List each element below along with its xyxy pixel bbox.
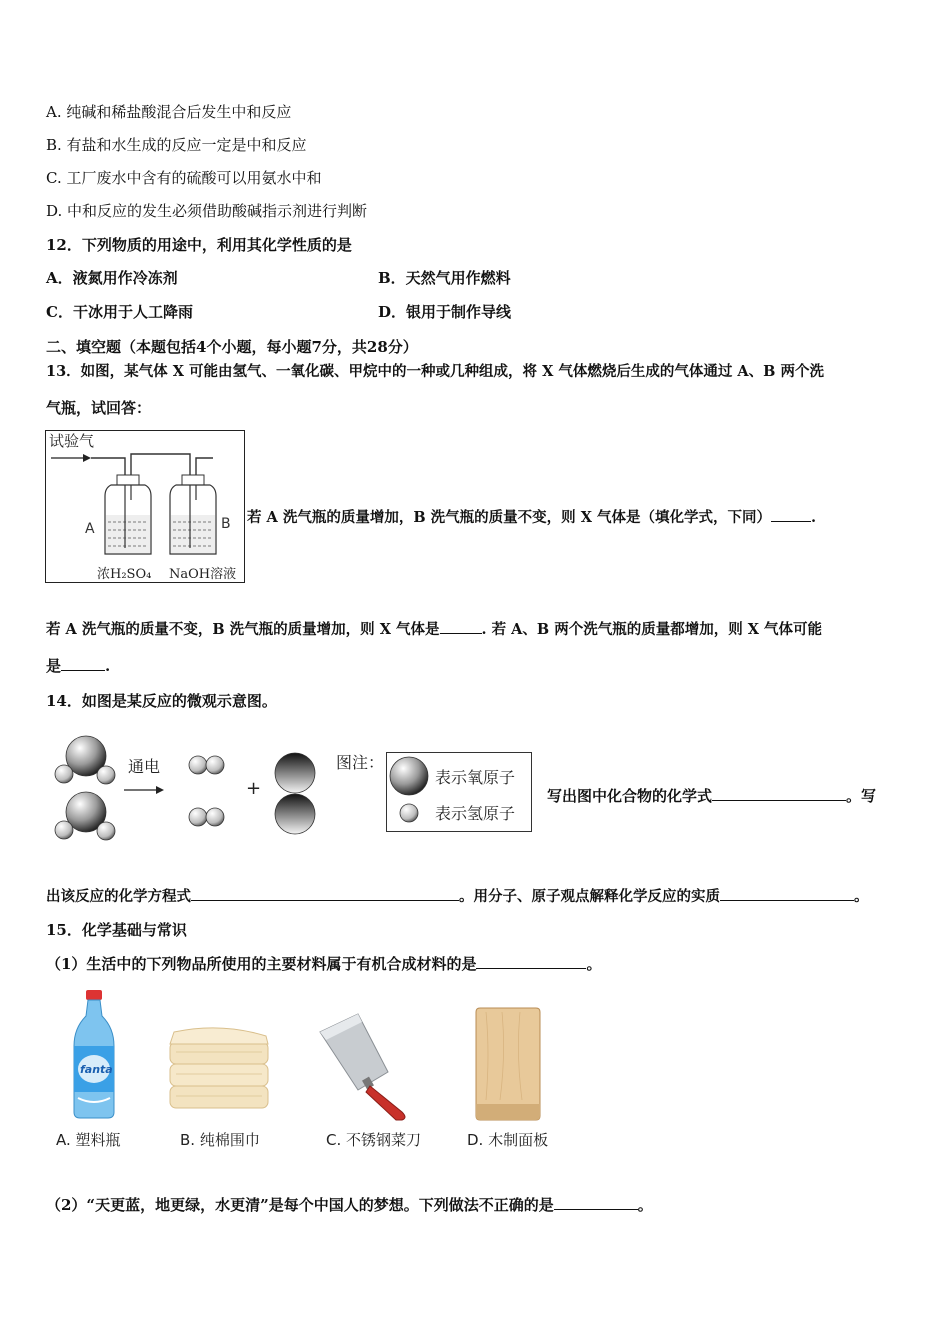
q13-stem-line2: 气瓶，试回答： <box>46 399 152 417</box>
q13-stem-line1: 13．如图，某气体 X 可能由氢气、一氧化碳、甲烷中的一种或几种组成，将 X 气体燃烧后生成的气体通过 A、B 两个洗 <box>46 363 824 380</box>
water-molecule <box>55 792 115 840</box>
item-a-label: A. 塑料瓶 <box>56 1131 121 1149</box>
bottle-a-label: A <box>85 521 95 537</box>
q11-option-a: A. 纯碱和稀盐酸混合后发生中和反应 <box>46 103 292 121</box>
q13-part2 <box>46 619 822 640</box>
q13-part2b: . 若 A、B 两个洗气瓶的质量都增加，则 X 气体可能 <box>481 621 823 638</box>
q12-option-b: B．天然气用作燃料 <box>378 269 511 287</box>
q14-ask2-end: 。 <box>854 888 869 905</box>
q14-ask2-mid: 。用分子、原子观点解释化学反应的实质 <box>459 888 720 905</box>
q14-stem: 14．如图是某反应的微观示意图。 <box>46 692 277 710</box>
item-c-label: C. 不锈钢菜刀 <box>326 1131 422 1149</box>
q15-sub1-text: （1）生活中的下列物品所使用的主要材料属于有机合成材料的是 <box>46 955 477 973</box>
q13-part2-end: . <box>105 657 111 675</box>
q15-blank-1[interactable] <box>476 954 586 969</box>
q12-stem: 12．下列物质的用途中，利用其化学性质的是 <box>46 236 352 254</box>
section-title: 二、填空题（本题包括4个小题，每小题7分，共28分） <box>46 338 418 356</box>
oxygen-atom-icon <box>390 757 428 795</box>
q14-ask1 <box>547 786 876 806</box>
q11-option-c: C. 工厂废水中含有的硫酸可以用氨水中和 <box>46 169 322 187</box>
q13-blank-3[interactable] <box>61 656 105 671</box>
q14-ask1-text: 写出图中化合物的化学式 <box>547 787 713 805</box>
wash-bottle-figure <box>45 430 246 584</box>
plus-sign: + <box>246 778 262 799</box>
q15-sub1 <box>46 954 601 974</box>
q14-ask2-text: 出该反应的化学方程式 <box>46 888 191 905</box>
arrow-label: 通电 <box>128 757 161 776</box>
hydrogen-molecule <box>189 808 224 826</box>
q13-part1-end: . <box>811 509 817 526</box>
q15-stem: 15．化学基础与常识 <box>46 921 187 939</box>
q14-blank-1[interactable] <box>712 786 846 801</box>
q14-blank-3[interactable] <box>720 886 854 901</box>
inlet-label: 试验气 <box>49 432 95 450</box>
q15-sub2-end: 。 <box>637 1196 653 1214</box>
water-molecule <box>55 736 115 784</box>
legend-title: 图注： <box>336 753 385 772</box>
hydrogen-atom-icon <box>400 804 418 822</box>
cotton-scarf-image <box>166 1022 272 1122</box>
legend-hydrogen: 表示氢原子 <box>435 804 516 823</box>
plastic-bottle-image <box>64 988 124 1120</box>
q15-sub2 <box>46 1195 653 1215</box>
steel-knife-image <box>318 1012 414 1122</box>
brand-text: fanta <box>80 1063 113 1076</box>
q13-part1-text: 若 A 洗气瓶的质量增加，B 洗气瓶的质量不变，则 X 气体是（填化学式，下同） <box>247 509 771 526</box>
q13-blank-1[interactable] <box>771 507 811 522</box>
q15-sub1-end: 。 <box>586 955 602 973</box>
legend-oxygen: 表示氧原子 <box>435 768 516 787</box>
q12-option-d: D．银用于制作导线 <box>378 303 512 321</box>
legend-box <box>386 752 532 832</box>
item-d-label: D. 木制面板 <box>467 1131 549 1149</box>
q12-option-c: C．干冰用于人工降雨 <box>46 303 193 321</box>
item-b-label: B. 纯棉围巾 <box>180 1131 260 1149</box>
reaction-diagram <box>46 728 386 848</box>
q14-blank-2[interactable] <box>191 886 459 901</box>
oxygen-molecule <box>275 753 315 834</box>
bottle-b-label: B <box>221 516 231 532</box>
q13-part2a: 若 A 洗气瓶的质量不变，B 洗气瓶的质量增加，则 X 气体是 <box>46 621 440 638</box>
q13-part1 <box>247 507 816 528</box>
reagent-a-label: 浓H₂SO₄ <box>97 567 152 582</box>
q15-blank-2[interactable] <box>554 1195 638 1210</box>
q14-ask2 <box>46 886 869 907</box>
hydrogen-molecule <box>189 756 224 774</box>
q13-part2-cont <box>46 656 110 676</box>
q14-ask1-end: 。写 <box>846 787 877 805</box>
q13-blank-2[interactable] <box>440 619 482 634</box>
reagent-b-label: NaOH溶液 <box>169 567 237 582</box>
q15-sub2-text: （2）“天更蓝，地更绿，水更清”是每个中国人的梦想。下列做法不正确的是 <box>46 1196 554 1214</box>
wooden-board-image <box>474 1004 544 1122</box>
q11-option-d: D. 中和反应的发生必须借助酸碱指示剂进行判断 <box>46 202 368 220</box>
q12-option-a: A．液氮用作冷冻剂 <box>46 269 178 287</box>
q13-part2c: 是 <box>46 657 62 675</box>
q11-option-b: B. 有盐和水生成的反应一定是中和反应 <box>46 136 307 154</box>
